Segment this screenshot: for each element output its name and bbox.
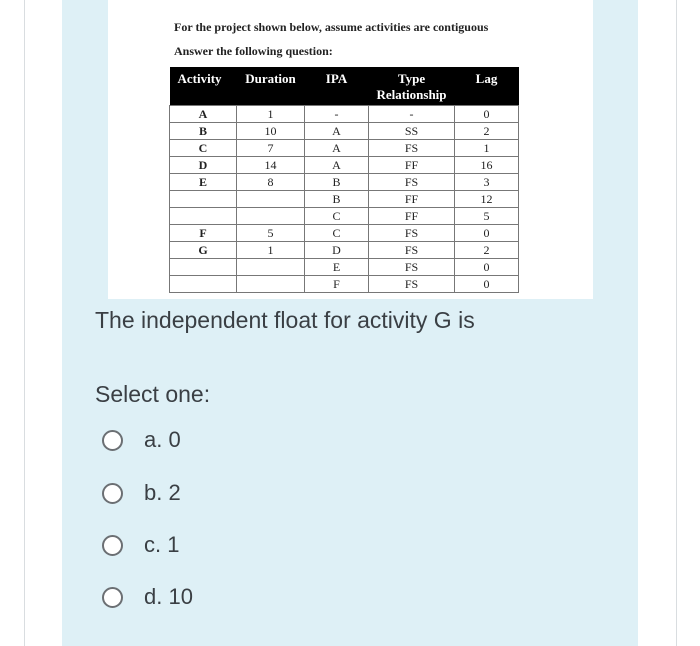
cell-activity: C (170, 139, 237, 156)
cell-duration: 7 (237, 139, 305, 156)
header-activity: Activity (170, 67, 237, 105)
cell-ipa: F (305, 275, 369, 292)
cell-type: FS (369, 139, 455, 156)
option-b[interactable] (102, 478, 181, 508)
cell-duration (237, 207, 305, 224)
table-row (170, 156, 519, 173)
cell-type: FS (369, 258, 455, 275)
cell-type: SS (369, 122, 455, 139)
cell-activity: G (170, 241, 237, 258)
cell-ipa: B (305, 190, 369, 207)
cell-activity: F (170, 224, 237, 241)
cell-lag: 1 (455, 139, 519, 156)
cell-activity (170, 258, 237, 275)
cell-activity: E (170, 173, 237, 190)
cell-ipa: B (305, 173, 369, 190)
option-d[interactable] (102, 582, 193, 612)
table-body (170, 105, 519, 292)
table-row (170, 207, 519, 224)
option-a[interactable] (102, 425, 181, 455)
cell-type: FS (369, 275, 455, 292)
page-edge-right (676, 0, 677, 646)
radio-button[interactable] (102, 535, 123, 556)
instruction-text: Answer the following question: (174, 44, 333, 58)
header-duration: Duration (237, 67, 305, 105)
cell-lag: 0 (455, 275, 519, 292)
cell-type: FF (369, 207, 455, 224)
header-ipa: IPA (305, 67, 369, 105)
table-row (170, 224, 519, 241)
cell-activity (170, 207, 237, 224)
cell-lag: 0 (455, 258, 519, 275)
question-text: The independent float for activity G is (95, 307, 475, 333)
cell-ipa: C (305, 224, 369, 241)
radio-button[interactable] (102, 587, 123, 608)
table-row (170, 275, 519, 292)
option-label: d. 10 (144, 584, 193, 609)
table-row (170, 190, 519, 207)
cell-lag: 16 (455, 156, 519, 173)
table-row (170, 173, 519, 190)
cell-ipa: D (305, 241, 369, 258)
cell-ipa: C (305, 207, 369, 224)
option-label: a. 0 (144, 427, 181, 452)
table-row (170, 122, 519, 139)
select-one-label: Select one: (95, 381, 211, 407)
cell-duration: 14 (237, 156, 305, 173)
header-type-relationship (369, 67, 455, 105)
cell-type: FS (369, 173, 455, 190)
table-row (170, 105, 519, 122)
table-header-row (170, 67, 519, 105)
page-edge-left (24, 0, 25, 646)
option-c[interactable] (102, 530, 179, 560)
intro-text: For the project shown below, assume activities are contiguous (174, 20, 489, 34)
cell-type: - (369, 105, 455, 122)
cell-ipa: A (305, 156, 369, 173)
cell-activity: A (170, 105, 237, 122)
cell-lag: 3 (455, 173, 519, 190)
cell-duration (237, 190, 305, 207)
activity-table (169, 67, 519, 293)
cell-lag: 5 (455, 207, 519, 224)
cell-ipa: A (305, 122, 369, 139)
option-label: c. 1 (144, 532, 180, 557)
cell-duration: 1 (237, 105, 305, 122)
cell-activity: B (170, 122, 237, 139)
cell-lag: 0 (455, 105, 519, 122)
cell-lag: 2 (455, 241, 519, 258)
header-type-line2: Relationship (376, 87, 447, 102)
cell-lag: 2 (455, 122, 519, 139)
cell-duration: 8 (237, 173, 305, 190)
table-row (170, 241, 519, 258)
cell-duration: 5 (237, 224, 305, 241)
cell-ipa: E (305, 258, 369, 275)
cell-ipa: A (305, 139, 369, 156)
cell-duration: 10 (237, 122, 305, 139)
cell-type: FF (369, 190, 455, 207)
cell-type: FF (369, 156, 455, 173)
header-lag: Lag (455, 67, 519, 105)
cell-activity: D (170, 156, 237, 173)
option-label: b. 2 (144, 480, 181, 505)
cell-duration (237, 275, 305, 292)
cell-activity (170, 190, 237, 207)
cell-duration: 1 (237, 241, 305, 258)
table-row (170, 258, 519, 275)
cell-lag: 12 (455, 190, 519, 207)
question-image (108, 0, 593, 299)
cell-ipa: - (305, 105, 369, 122)
cell-type: FS (369, 224, 455, 241)
cell-activity (170, 275, 237, 292)
cell-type: FS (369, 241, 455, 258)
radio-button[interactable] (102, 430, 123, 451)
cell-lag: 0 (455, 224, 519, 241)
cell-duration (237, 258, 305, 275)
radio-button[interactable] (102, 483, 123, 504)
header-type-line1: Type (397, 71, 426, 86)
table-row (170, 139, 519, 156)
